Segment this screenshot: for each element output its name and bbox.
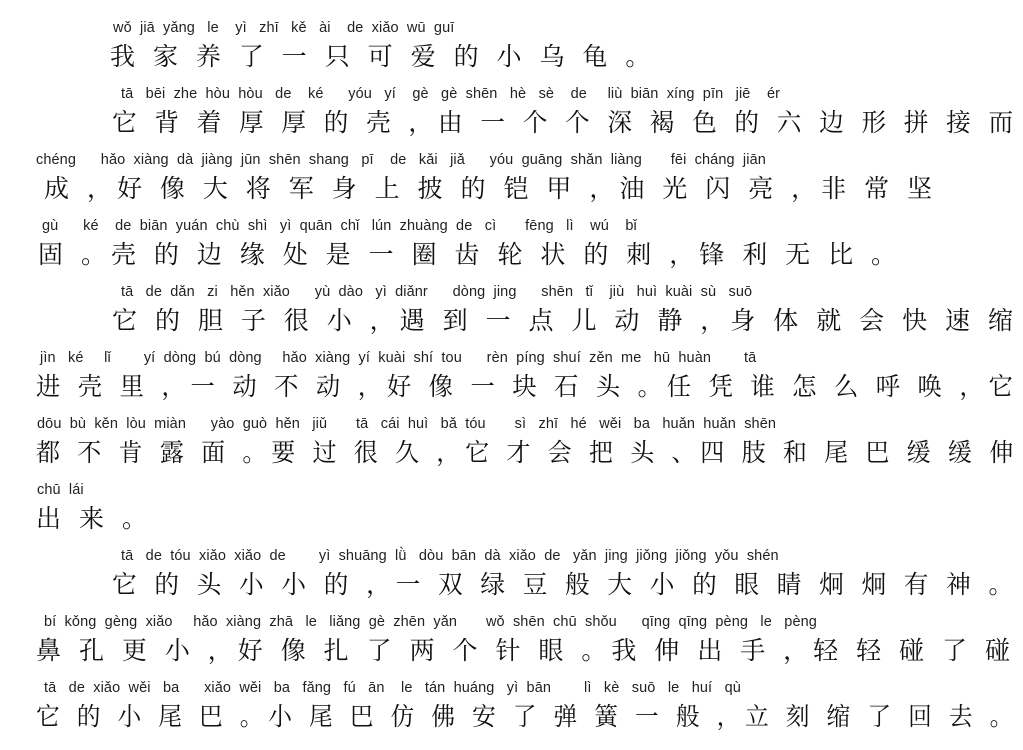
text-line-7 (0, 414, 1023, 480)
pinyin-row: chū lái (37, 482, 84, 498)
hanzi-row: 进 壳 里 ，一 动 不 动 ，好 像 一 块 石 头 。任 凭 谁 怎 么 呼 唤 ，它 (36, 372, 1018, 401)
pinyin-row: tā de xiǎo wěi ba xiǎo wěi ba fǎng fú ān le tán huáng yì bān lì kè suō le huí qù (44, 680, 741, 696)
pinyin-row: gù ké de biān yuán chù shì yì quān chǐ lún zhuàng de cì fēng lì wú bǐ (42, 218, 637, 234)
pinyin-row: tā de dǎn zi hěn xiǎo yù dào yì diǎnr dòng jing shēn tǐ jiù huì kuài sù suō (121, 284, 753, 300)
pinyin-row: wǒ jiā yǎng le yì zhī kě ài de xiǎo wū guī (113, 20, 455, 36)
pinyin-row: tā de tóu xiǎo xiǎo de yì shuāng lǜ dòu bān dà xiǎo de yǎn jing jiǒng jiǒng yǒu shén (121, 548, 779, 564)
pinyin-row: dōu bù kěn lòu miàn yào guò hěn jiǔ tā cái huì bǎ tóu sì zhī hé wěi ba huǎn huǎn shēn (37, 416, 777, 432)
text-line-1 (0, 18, 1023, 84)
text-line-10 (0, 612, 1023, 678)
text-line-3 (0, 150, 1023, 216)
text-line-2 (0, 84, 1023, 150)
text-line-9 (0, 546, 1023, 612)
pinyin-row: bí kǒng gèng xiǎo hǎo xiàng zhā le liǎng gè zhēn yǎn wǒ shēn chū shǒu qīng qīng pèng le pèng (44, 614, 817, 630)
text-line-5 (0, 282, 1023, 348)
hanzi-row: 都 不 肯 露 面 。要 过 很 久 ，它 才 会 把 头 、四 肢 和 尾 巴 缓 缓 伸 (36, 438, 1019, 467)
hanzi-row: 我 家 养 了 一 只 可 爱 的 小 乌 龟 。 (110, 42, 656, 71)
pinyin-row: jìn ké lǐ yí dòng bú dòng hǎo xiàng yí kuài shí tou rèn píng shuí zěn me hū huàn tā (40, 350, 757, 366)
pinyin-row: chéng hǎo xiàng dà jiàng jūn shēn shang pī de kǎi jiǎ yóu guāng shǎn liàng fēi cháng jiān (36, 152, 766, 168)
hanzi-row: 鼻 孔 更 小 ，好 像 扎 了 两 个 针 眼 。我 伸 出 手 ，轻 轻 碰 了 碰 (36, 636, 1015, 665)
hanzi-row: 它 背 着 厚 厚 的 壳 ，由 一 个 个 深 褐 色 的 六 边 形 拼 接 而 (112, 108, 1019, 137)
pinyin-row: tā bēi zhe hòu hòu de ké yóu yí gè gè shēn hè sè de liù biān xíng pīn jiē ér (121, 86, 781, 102)
hanzi-row: 成 ，好 像 大 将 军 身 上 披 的 铠 甲 ，油 光 闪 亮 ，非 常 坚 (44, 174, 938, 203)
hanzi-row: 出 来 。 (36, 504, 152, 533)
hanzi-row: 它 的 小 尾 巴 。小 尾 巴 仿 佛 安 了 弹 簧 一 般 ，立 刻 缩 了 回 去 。 (36, 702, 1019, 731)
hanzi-row: 固 。壳 的 边 缘 处 是 一 圈 齿 轮 状 的 刺 ，锋 利 无 比 。 (38, 240, 902, 269)
text-line-4 (0, 216, 1023, 282)
hanzi-row: 它 的 胆 子 很 小 ，遇 到 一 点 儿 动 静 ，身 体 就 会 快 速 缩 (112, 306, 1018, 335)
text-line-11 (0, 678, 1023, 744)
text-line-6 (0, 348, 1023, 414)
text-line-8 (0, 480, 1023, 546)
hanzi-row: 它 的 头 小 小 的 ，一 双 绿 豆 般 大 小 的 眼 睛 炯 炯 有 神 。 (112, 570, 1019, 599)
